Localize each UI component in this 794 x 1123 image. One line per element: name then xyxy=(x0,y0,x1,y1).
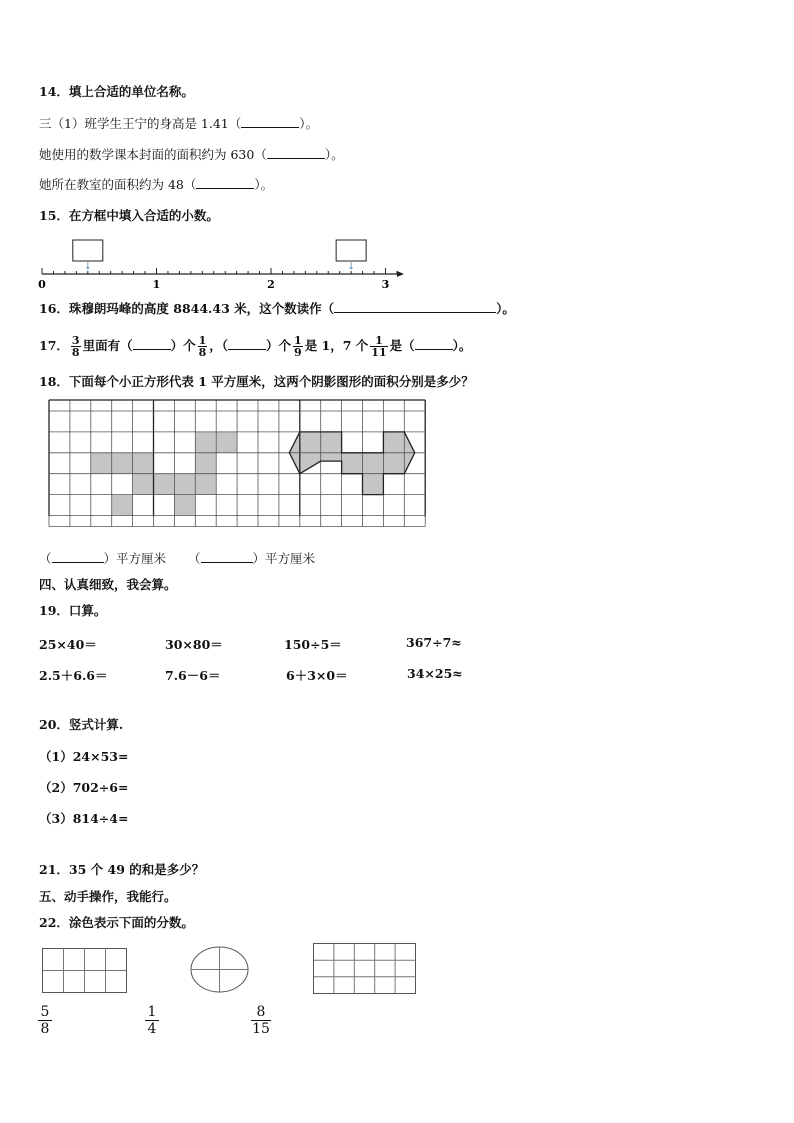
q17-text-4: ）个 xyxy=(266,338,292,353)
q19-item-5: 2.5＋6.6＝ xyxy=(39,668,108,683)
number-line-label: 0 xyxy=(38,278,46,291)
q17-blank1[interactable] xyxy=(133,338,171,350)
q16-prefix: 16．珠穆朗玛峰的高度 8844.43 米，这个数读作（ xyxy=(39,301,335,316)
shaded-cell xyxy=(91,453,112,474)
q14-title: 14．填上合适的单位名称。 xyxy=(39,84,194,99)
q22-rect-2x4[interactable] xyxy=(42,948,128,994)
q14-line3 xyxy=(39,177,273,193)
section-4-heading: 四、认真细致，我会算。 xyxy=(39,577,177,592)
q18-blank2[interactable] xyxy=(201,551,253,563)
q17-text-7: ）。 xyxy=(452,338,472,353)
q17-text-1: 里面有（ xyxy=(82,338,133,353)
q17-fraction-4 xyxy=(370,335,387,358)
q20-title: 20．竖式计算. xyxy=(39,717,124,732)
q19-item-8: 34×25≈ xyxy=(407,666,463,681)
q19-item-6: 7.6－6＝ xyxy=(165,668,221,683)
q17-fraction-3-numerator: 1 xyxy=(294,334,302,347)
answer-box[interactable] xyxy=(336,240,366,261)
q15-title: 15．在方框中填入合适的小数。 xyxy=(39,208,219,223)
q14-line3-suffix: ）。 xyxy=(254,177,274,192)
q20-item-1: （1）24×53= xyxy=(39,749,129,764)
shaded-cell xyxy=(195,474,216,495)
q17-fraction-1 xyxy=(71,335,81,358)
shaded-cell xyxy=(154,474,175,495)
q19-title: 19．口算。 xyxy=(39,603,107,618)
q18-answer1-close: ）平方厘米 xyxy=(103,551,167,566)
q14-line2-prefix: 她使用的数学课本封面的面积约为 630（ xyxy=(39,147,267,162)
q22-rect-3x5[interactable] xyxy=(313,943,417,995)
shaded-shape-right xyxy=(289,432,414,495)
q18-answer1-open: （ xyxy=(39,551,52,566)
shaded-cell xyxy=(174,474,195,495)
q17-fraction-2-denominator: 8 xyxy=(198,346,207,359)
shaded-cell xyxy=(174,495,195,516)
shaded-cell xyxy=(112,453,133,474)
pointer-arrow-head-icon xyxy=(86,267,90,270)
q18-blank1[interactable] xyxy=(52,551,104,563)
q22-fraction-3-numerator: 8 xyxy=(256,1004,266,1020)
q16-blank[interactable] xyxy=(334,301,496,313)
q22-fraction-1-denominator: 8 xyxy=(38,1020,52,1037)
q17-fraction-4-denominator: 11 xyxy=(371,346,387,359)
shaded-cell xyxy=(195,432,216,453)
q17-fraction-2-numerator: 1 xyxy=(198,334,207,347)
q20-item-3: （3）814÷4= xyxy=(39,811,129,826)
q19-item-3: 150÷5＝ xyxy=(284,637,342,652)
q17-fraction-3 xyxy=(293,335,303,358)
shaded-cell xyxy=(195,453,216,474)
q14-line1-suffix: ）。 xyxy=(299,116,319,131)
q17-text-6: 是（ xyxy=(389,338,415,353)
q22-fraction-2 xyxy=(145,1004,159,1037)
q20-item-2: （2）702÷6= xyxy=(39,780,129,795)
shaded-cell xyxy=(133,453,154,474)
q18-answer2-close: ）平方厘米 xyxy=(252,551,316,566)
q22-fraction-2-denominator: 4 xyxy=(145,1020,159,1037)
q18-grid-figure xyxy=(0,400,794,545)
q17-line xyxy=(39,332,471,360)
q18-answer2-open: （ xyxy=(188,551,201,566)
q16-line xyxy=(39,301,515,317)
number-line xyxy=(0,230,794,290)
q22-fraction-1-numerator: 5 xyxy=(40,1004,50,1020)
q19-item-2: 30×80＝ xyxy=(165,637,223,652)
q17-fraction-2 xyxy=(198,335,208,358)
q17-fraction-3-denominator: 9 xyxy=(294,346,302,359)
q19-item-7: 6＋3×0＝ xyxy=(286,668,348,683)
q18-answers xyxy=(39,551,315,567)
q22-fraction-1 xyxy=(38,1004,52,1037)
number-line-label: 2 xyxy=(267,278,275,291)
q17-fraction-4-numerator: 1 xyxy=(375,334,383,347)
q17-fraction-1-numerator: 3 xyxy=(71,334,80,347)
shaded-cell xyxy=(133,474,154,495)
q17-text-2: ）个 xyxy=(170,338,196,353)
q17-fraction-1-denominator: 8 xyxy=(71,346,80,359)
q22-ellipse-quarters[interactable] xyxy=(190,946,250,994)
q19-item-1: 25×40＝ xyxy=(39,637,97,652)
number-line-label: 1 xyxy=(152,278,161,291)
section-5-heading: 五、动手操作，我能行。 xyxy=(39,889,177,904)
q16-suffix: ）。 xyxy=(496,301,515,316)
q14-line2 xyxy=(39,147,344,163)
pointer-arrow-head-icon xyxy=(349,267,353,270)
q18-title: 18．下面每个小正方形代表 1 平方厘米，这两个阴影图形的面积分别是多少？ xyxy=(39,374,474,389)
number-line-label: 3 xyxy=(381,278,390,291)
q17-text-3: ，（ xyxy=(209,338,229,353)
q21-line: 21．35 个 49 的和是多少？ xyxy=(39,862,205,877)
shaded-cell xyxy=(216,432,237,453)
q22-fraction-3-denominator: 15 xyxy=(252,1021,270,1037)
q22-fraction-2-numerator: 1 xyxy=(147,1004,157,1020)
q14-blank2[interactable] xyxy=(267,147,325,159)
q14-line2-suffix: ）。 xyxy=(324,147,344,162)
q14-line1-prefix: 三（1）班学生王宁的身高是 1.41（ xyxy=(39,116,242,131)
shaded-cell xyxy=(112,495,133,516)
q22-title: 22．涂色表示下面的分数。 xyxy=(39,915,194,930)
number-line-arrow-icon xyxy=(397,271,404,277)
answer-box[interactable] xyxy=(73,240,103,261)
q17-blank3[interactable] xyxy=(415,338,453,350)
q17-blank2[interactable] xyxy=(228,338,266,350)
q14-line1 xyxy=(39,116,318,132)
q17-text-5: 是 1，7 个 xyxy=(304,338,369,353)
q19-item-4: 367÷7≈ xyxy=(406,635,462,650)
q14-line3-prefix: 她所在教室的面积约为 48（ xyxy=(39,177,197,192)
q17-number: 17． xyxy=(39,338,69,353)
q22-fraction-3 xyxy=(251,1004,271,1037)
q14-blank3[interactable] xyxy=(196,177,254,189)
q14-blank1[interactable] xyxy=(241,116,299,128)
